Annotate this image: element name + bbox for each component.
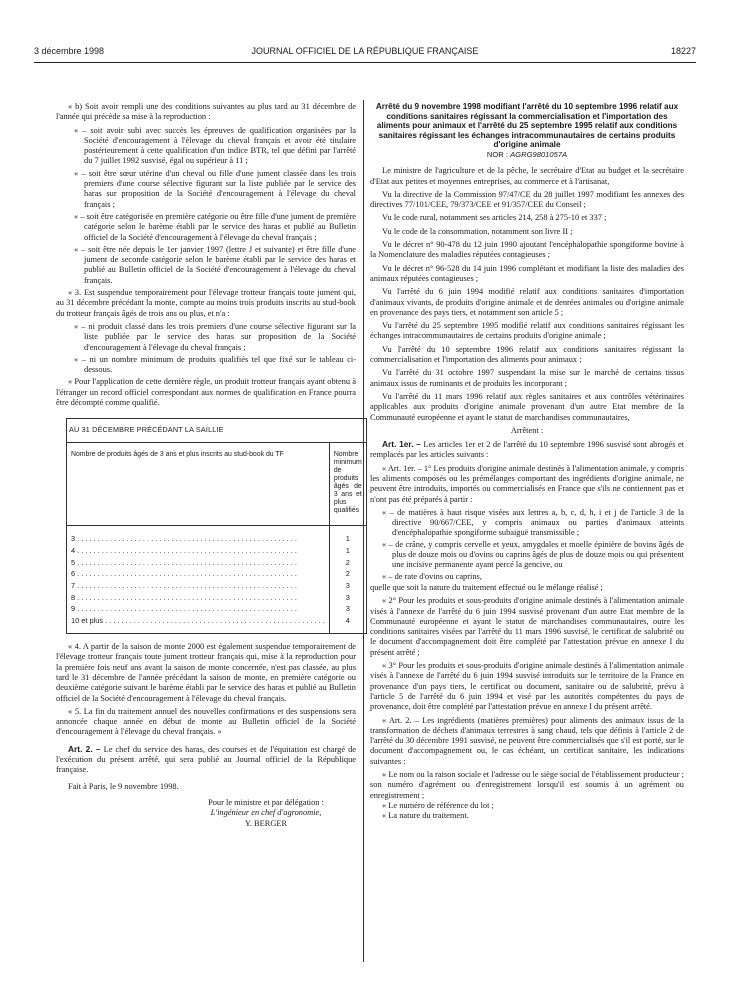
paragraph-3: « 3. Est suspendue temporairement pour l'élevage trotteur français toute jument qui, au 31 décembre précédant la monte, compte au moins trois produits inscrits au stud-book du trotteur français âgés de trois ans ou plus, et n'a : — [56, 288, 356, 318]
table-row: 5 . . . 2 — [67, 557, 367, 569]
visa-paragraph: Vu l'arrêté du 6 juin 1994 modifié relatif aux conditions sanitaires d'importation d'animaux vivants, de produits d'origine animale et de denrées animales ou d'origine animale en provenance des pays tiers, et notamment son article 5 ; — [370, 287, 684, 317]
b-item-2: « – soit être sœur utérine d'un cheval ou fille d'une jument classée dans les trois premiers d'une course sélective figurant sur la liste publiée par le service des haras sur proposition de la Société d'encouragement à l'élevage du cheval français ; — [74, 168, 356, 209]
signature-line-1: Pour le ministre et par délégation : — [208, 797, 324, 807]
article-1-item: « – de matières à haut risque visées aux lettres a, b, c, d, h, i et j de l'article 3 de la directive 90/667/CEE, y compris animaux ou parties d'animaux atteints d'encéphalopathie spongiforme subaiguë transmissible ; — [382, 507, 684, 538]
visa-paragraph: Vu l'arrêté du 25 septembre 1995 modifié relatif aux conditions sanitaires régissant les échanges intracommunautaires de certains produits d'origine animale ; — [370, 321, 684, 341]
visa-paragraph: Vu l'arrêté du 10 septembre 1996 relatif aux conditions sanitaires régissant la commercialisation et l'importation des aliments pour animaux ; — [370, 344, 684, 365]
p3-item-1: « – ni produit classé dans les trois premiers d'une course sélective figurant sur la liste publiée par le service des haras sur proposition de la Société d'encouragement à l'élevage du cheval français ; — [74, 321, 356, 352]
b-item-4: « – soit être née depuis le 1er janvier 1997 (lettre J et suivante) et être fille d'une jument de seconde catégorie selon le barème établi par le service des haras et publié au Bulletin officiel de la Société d'encouragement à l'élevage du cheval français. — [74, 244, 356, 285]
table-header-minimum: Nombre minimum de produits âgés de 3 ans et plus qualifiés — [329, 442, 366, 525]
article-2 — [56, 744, 356, 776]
signature-name: Y. BERGER — [244, 818, 288, 828]
table-row: 10 et plus . . . 4 — [67, 615, 367, 633]
right-column — [370, 102, 684, 821]
table-row: 7 . . . 3 — [67, 580, 367, 592]
paragraph-application: « Pour l'application de cette dernière règle, un produit trotteur français ayant obtenu à l'étranger un record officiel correspondant aux normes de qualification en France pourra être décompté comme qualifié. — [56, 377, 356, 408]
quelle-que-soit: quelle que soit la nature du traitement effectué ou le mélange réalisé ; — [370, 582, 603, 592]
article-1-item: « – de crâne, y compris cervelle et yeux, amygdales et moelle épinière de bovins âgés de plus de douze mois ou d'ovins ou caprins âgés de plus de douze mois ou qui présentent une incisive permanente ayant percé la gencive, ou — [382, 539, 684, 570]
visa-paragraph: Vu le décret n° 90-478 du 12 juin 1990 ajoutant l'encéphalopathie spongiforme bovine à la Nomenclature des maladies réputées contagieuses ; — [370, 240, 684, 260]
table-header-produits: Nombre de produits âgés de 3 ans et plus inscrits au stud-book du TF — [67, 442, 330, 525]
header-date: 3 décembre 1998 — [34, 46, 105, 56]
arretent-heading: Arrêtent : — [510, 425, 544, 435]
paragraph-3-degree: « 3° Pour les produits et sous-produits d'origine animale destinés à l'alimentation animale visés à l'annexe de l'arrêté du 6 juin 1994 susvisé introduits sur le territoire de la France en provenance d'un pays tiers, le certificat ou document, sanitaire ou de salubrité, prévu à l'article 5 de l'arrêté du 6 juin 1994 et visé par les autorités compétentes du pays de provenance, doit être complété par l'attestation prévue en annexe I du présent arrêté. — [370, 661, 684, 712]
signature-line-2: L'ingénieur en chef d'agronomie, — [210, 808, 322, 818]
paragraph-4: « 4. A partir de la saison de monte 2000 est également suspendue temporairement de l'élevage trotteur français toute jument trotteur français qui, mise à la reproduction pour la première fois neuf ans avant la saison de monte concernée, n'est pas classée, au plus tard le 31 décembre de l'année précédant la saison de monte, en première catégorie ou deuxième catégorie suivant le barème établi par le service des haras et publié au Bulletin officiel de la Société d'encouragement à l'élevage du cheval français. — [56, 642, 356, 703]
visa-paragraph: Le ministre de l'agriculture et de la pêche, le secrétaire d'Etat au budget et la secrétaire d'Etat aux petites et moyennes entreprises, au commerce et à l'artisanat, — [370, 166, 684, 186]
decree-title: Arrêté du 9 novembre 1998 modifiant l'arrêté du 10 septembre 1996 relatif aux conditions sanitaires régissant la commercialisation et l'importation des aliments pour animaux et l'arrêté du 25 septembre 1995 relatif aux conditions sanitaires régissant les échanges intracommunautaires de certains produits d'origine animale — [375, 102, 679, 150]
visa-paragraph: Vu l'arrêté du 11 mars 1996 relatif aux règles sanitaires et aux contrôles vétérinaires applicables aux produits d'origine animale provenant d'un autre Etat membre de la Communauté européenne et ayant le statut de marchandises communautaires, — [370, 391, 684, 422]
article-1-label: Art. 1er. – — [382, 439, 421, 450]
left-column — [56, 102, 362, 829]
table-row: 4 . . . 1 — [67, 545, 367, 557]
article-1-subsection: « Art. 1er. – 1° Les produits d'origine animale destinés à l'alimentation animale, y compris les aliments composés ou les prémélanges comportant des ingrédients d'origine animale, ne peuvent être introduits, importés ou commercialisés en France que s'ils ne contiennent pas et n'ont pas été préparés à partir : — [370, 463, 684, 504]
paragraph-2-degree: « 2° Pour les produits et sous-produits d'origine animale destinés à l'alimentation animale visés à l'annexe de l'arrêté du 6 juin 1994 susvisé provenant d'un autre Etat membre de la Communauté européenne et ayant le statut de marchandises communautaires, outre les conditions sanitaires visées par l'arrêté du 11 mars 1996 susvisé, le certificat de salubrité ou le document d'accompagnement doit être complété par l'attestation prévue en annexe I du présent arrêté ; — [370, 596, 684, 657]
article-2-item: « Le numéro de référence du lot ; — [382, 800, 494, 810]
article-2-text: Le chef du service des haras, des courses et de l'équitation est chargé de l'exécution du présent arrêté, qui sera publié au Journal officiel de la République française. — [56, 744, 356, 775]
header-rule — [34, 62, 696, 63]
visa-paragraph: Vu le décret n° 96-528 du 14 juin 1996 complétant et modifiant la liste des maladies des animaux réputées contagieuses ; — [370, 263, 684, 283]
nor-label: NOR : — [486, 149, 508, 159]
header-page-number: 18227 — [670, 46, 696, 56]
nor-reference — [370, 150, 684, 160]
article-2-item: « Le nom ou la raison sociale et l'adresse ou le siège social de l'établissement producteur ; son numéro d'agrément ou d'enregistrement lorsqu'il est soumis à un agrément ou enregistrement ; — [370, 770, 684, 800]
table-row: 8 . . . 3 — [67, 592, 367, 604]
table-row: 9 . . . 3 — [67, 604, 367, 616]
header-journal-title: JOURNAL OFFICIEL DE LA RÉPUBLIQUE FRANÇAISE — [251, 46, 479, 56]
visa-paragraph: Vu l'arrêté du 31 octobre 1997 suspendant la mise sur le marché de certains tissus animaux issus de ruminants et de produits les incorporant ; — [370, 368, 684, 388]
paragraph-5: « 5. La fin du traitement annuel des nouvelles confirmations et des suspensions sera annoncée chaque année en début de monte au Bulletin officiel de la Société d'encouragement à l'élevage du cheval français. » — [56, 706, 356, 737]
paragraph-b: « b) Soit avoir rempli une des conditions suivantes au plus tard au 31 décembre de l'année qui précède sa mise à la reproduction : — [56, 102, 356, 122]
page-header — [34, 46, 696, 60]
table-caption: AU 31 DÉCEMBRE PRÉCÉDANT LA SAILLIE — [67, 419, 367, 442]
b-item-1: « – soit avoir subi avec succès les épreuves de qualification organisées par la Société d'encouragement à l'élevage du cheval français et avoir été titulaire postérieurement à cette qualification d'un indice BTR, tel que défini par l'arrêté du 7 juillet 1992 susvisé, égal ou supérieur à 11 ; — [74, 125, 356, 166]
visa-paragraph: Vu la directive de la Commission 97/47/CE du 28 juillet 1997 modifiant les annexes des directives 77/101/CEE, 79/373/CEE et 91/357/CEE du Conseil ; — [370, 189, 684, 210]
fait-a-paris: Fait à Paris, le 9 novembre 1998. — [68, 781, 179, 791]
article-1-item: « – de rate d'ovins ou caprins, — [382, 571, 482, 581]
qualification-table — [66, 418, 367, 634]
article-1 — [370, 439, 684, 461]
b-item-3: « – soit être catégorisée en première catégorie ou être fille d'une jument de première catégorie selon le barème établi par le service des haras et publié au Bulletin officiel de la Société d'encouragement à l'élevage du cheval français ; — [74, 211, 356, 242]
nor-value: AGRG9801057A — [510, 149, 568, 159]
article-2-item: « La nature du traitement. — [382, 811, 469, 821]
visa-paragraph: Vu le code rural, notamment ses articles 214, 258 à 275-10 et 337 ; — [382, 213, 607, 223]
p3-item-2: « – ni un nombre minimum de produits qualifiés tel que fixé sur le tableau ci-dessous. — [74, 354, 356, 375]
article-1-text: Les articles 1er et 2 de l'arrêté du 10 septembre 1996 susvisé sont abrogés et remplacés par les articles suivants : — [370, 440, 684, 460]
article-2-ingredients: « Art. 2. – Les ingrédients (matières premières) pour aliments des animaux issus de la transformation de déchets d'animaux terrestres à sang chaud, tels que définis à l'article 2 de l'arrêté du 30 décembre 1991 susvisé, ne peuvent être commercialisés que s'il est porté, sur le document d'accompagnement ou, le cas échéant, un certificat sanitaire, les indications suivantes : — [370, 715, 684, 766]
table-row: 6 . . . 2 — [67, 569, 367, 581]
visa-paragraph: Vu le code de la consommation, notamment son livre II ; — [382, 226, 573, 236]
table-row: 3 . . . 1 — [67, 525, 367, 545]
article-2-label: Art. 2. – — [68, 743, 101, 754]
